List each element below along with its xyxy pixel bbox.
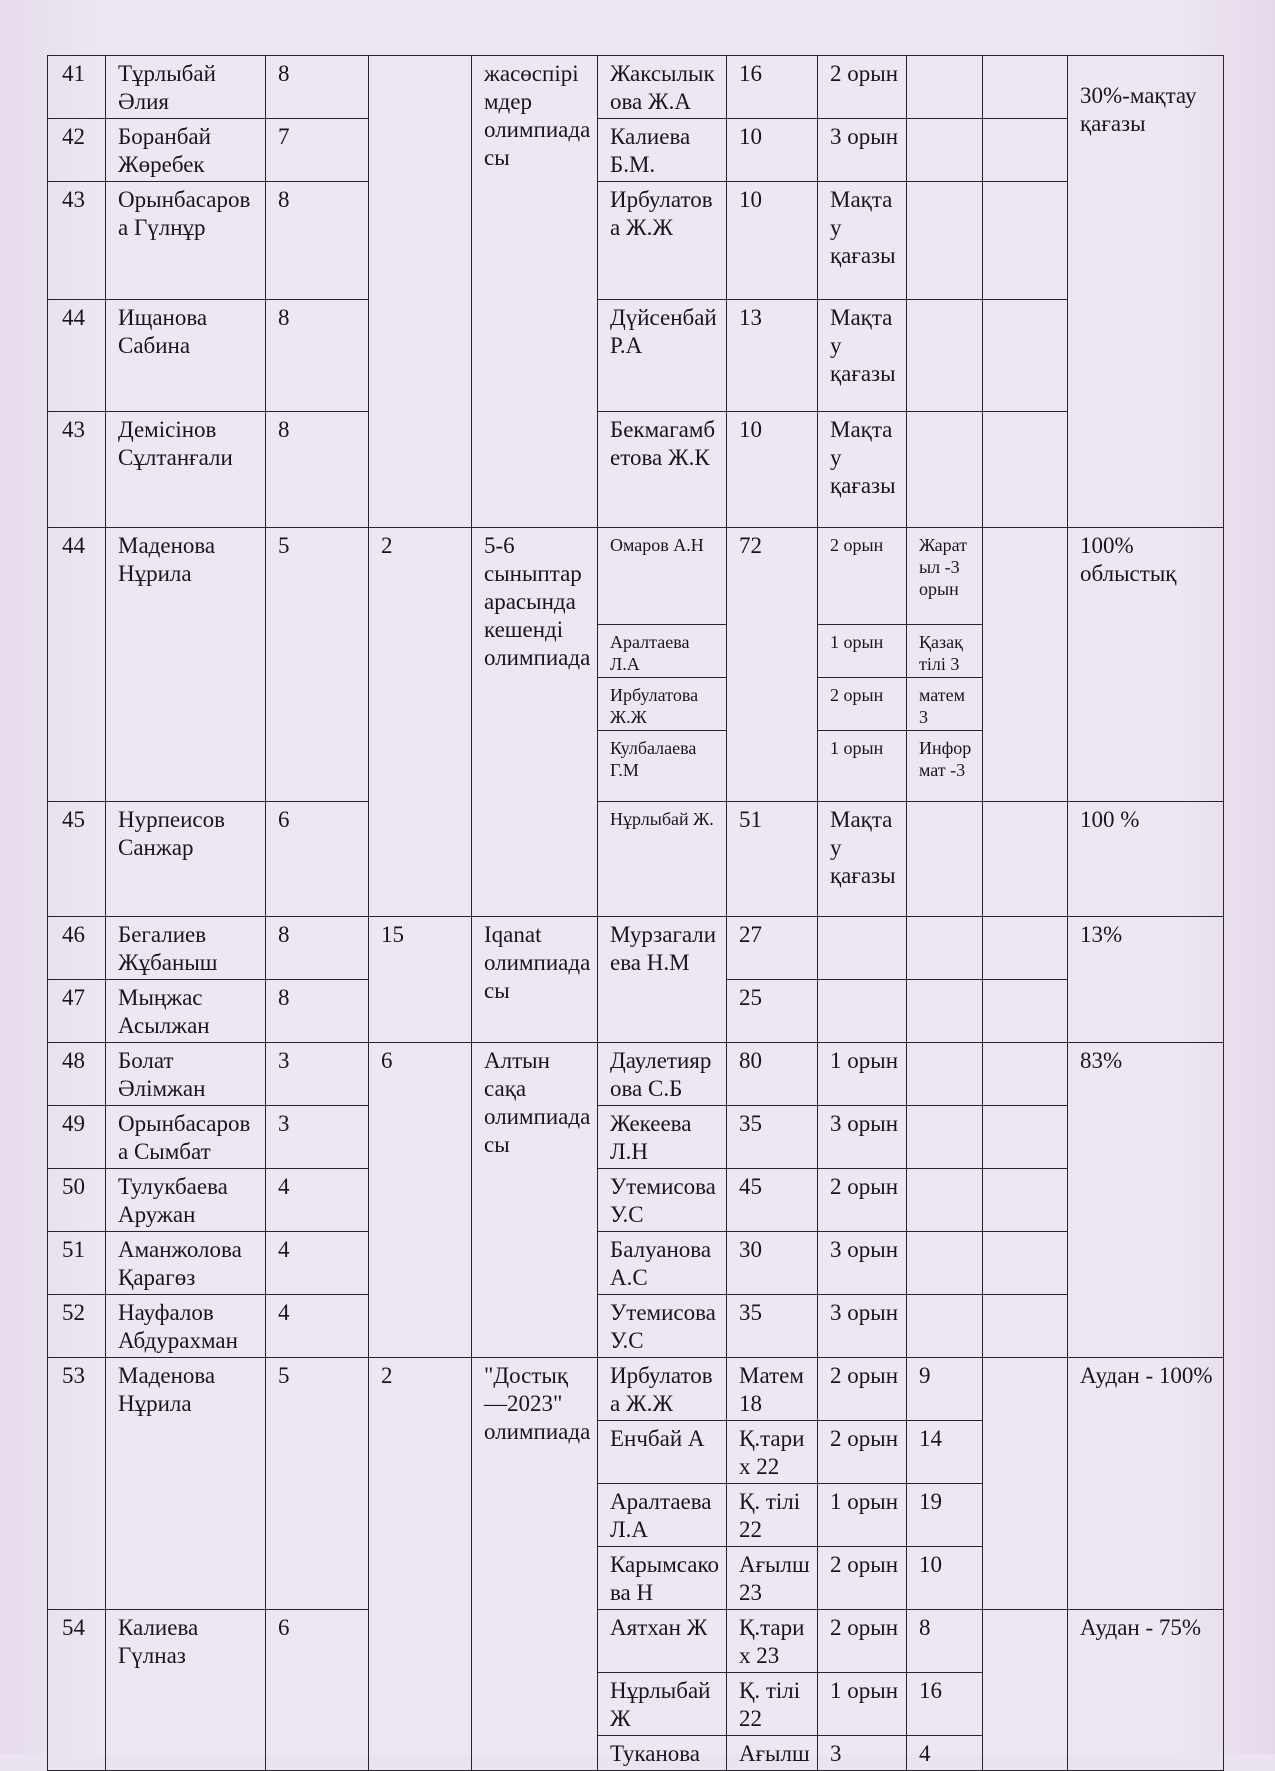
extra-cell	[983, 56, 1068, 119]
row-number: 46	[48, 917, 106, 980]
place: 3	[818, 1736, 907, 1771]
subject-place	[907, 917, 983, 980]
rank: 16	[907, 1673, 983, 1736]
teacher-name: Утемисова У.С	[598, 1169, 727, 1232]
grade: 6	[266, 802, 369, 917]
place: 1 орын	[818, 1043, 907, 1106]
olympiad-name: Iqanat олимпиадасы	[472, 917, 598, 1043]
student-name: Бегалиев Жұбаныш	[106, 917, 266, 980]
result-percent: 100 %	[1068, 802, 1224, 917]
extra-cell	[983, 528, 1068, 802]
row-number: 42	[48, 119, 106, 182]
extra-cell	[983, 1232, 1068, 1295]
subject-place: Информат -3	[907, 731, 983, 802]
grade: 4	[266, 1169, 369, 1232]
teacher-name: Туканова	[598, 1736, 727, 1771]
table-row	[48, 528, 1224, 625]
table-row	[48, 1295, 1224, 1358]
row-number: 51	[48, 1232, 106, 1295]
teacher-name: Дүйсенбай Р.А	[598, 300, 727, 412]
olympiad-name: 5-6 сыныптар арасында кешенді олимпиада	[472, 528, 598, 917]
subject-place	[907, 802, 983, 917]
row-number: 45	[48, 802, 106, 917]
row-number: 44	[48, 300, 106, 412]
subject-place	[907, 300, 983, 412]
grade: 8	[266, 182, 369, 300]
student-name: Науфалов Абдурахман	[106, 1295, 266, 1358]
score: 51	[727, 802, 818, 917]
teacher-name: Утемисова У.С	[598, 1295, 727, 1358]
place: Мақтау қағазы	[818, 300, 907, 412]
table-row	[48, 802, 1224, 917]
place: 1 орын	[818, 625, 907, 678]
grade: 8	[266, 917, 369, 980]
subject-place	[907, 119, 983, 182]
score: Матем 18	[727, 1358, 818, 1421]
subject-place: матем 3	[907, 678, 983, 731]
table-row	[48, 56, 1224, 119]
place: 3 орын	[818, 119, 907, 182]
table-row	[48, 119, 1224, 182]
subject-place	[907, 1295, 983, 1358]
score: 25	[727, 980, 818, 1043]
extra-cell	[983, 1295, 1068, 1358]
subject-place	[907, 182, 983, 300]
score: Қ.тарих 22	[727, 1421, 818, 1484]
table-row	[48, 1358, 1224, 1421]
extra-cell	[983, 412, 1068, 528]
extra-cell	[983, 1610, 1068, 1771]
olympiad-results-table	[47, 55, 1224, 1771]
score: 35	[727, 1106, 818, 1169]
score: 72	[727, 528, 818, 802]
rank: 10	[907, 1547, 983, 1610]
place: 2 орын	[818, 56, 907, 119]
score: 35	[727, 1295, 818, 1358]
score: Ағылш	[727, 1736, 818, 1771]
grade: 3	[266, 1043, 369, 1106]
score: Ағылш 23	[727, 1547, 818, 1610]
grade: 6	[266, 1610, 369, 1771]
student-name: Маденова Нұрила	[106, 528, 266, 802]
place: 2 орын	[818, 1358, 907, 1421]
row-number: 52	[48, 1295, 106, 1358]
extra-cell	[983, 1106, 1068, 1169]
row-number: 43	[48, 182, 106, 300]
student-name: Тулукбаева Аружан	[106, 1169, 266, 1232]
place	[818, 917, 907, 980]
row-number: 50	[48, 1169, 106, 1232]
score: 13	[727, 300, 818, 412]
participant-count	[369, 56, 472, 528]
teacher-name: Аралтаева Л.А	[598, 1484, 727, 1547]
score: 80	[727, 1043, 818, 1106]
table-row	[48, 917, 1224, 980]
teacher-name: Омаров А.Н	[598, 528, 727, 625]
grade: 4	[266, 1232, 369, 1295]
participant-count: 6	[369, 1043, 472, 1358]
subject-place	[907, 412, 983, 528]
row-number: 47	[48, 980, 106, 1043]
teacher-name: Бекмагамбетова Ж.К	[598, 412, 727, 528]
subject-place	[907, 1043, 983, 1106]
row-number: 44	[48, 528, 106, 802]
score: 10	[727, 182, 818, 300]
result-percent: 100% облыстық	[1068, 528, 1224, 802]
row-number: 54	[48, 1610, 106, 1771]
score: Қ. тілі 22	[727, 1673, 818, 1736]
student-name: Тұрлыбай Әлия	[106, 56, 266, 119]
grade: 4	[266, 1295, 369, 1358]
place: 3 орын	[818, 1106, 907, 1169]
extra-cell	[983, 119, 1068, 182]
teacher-name: Жаксылыкова Ж.А	[598, 56, 727, 119]
participant-count: 2	[369, 1358, 472, 1771]
student-name: Орынбасарова Сымбат	[106, 1106, 266, 1169]
student-name: Болат Әлімжан	[106, 1043, 266, 1106]
place: 2 орын	[818, 678, 907, 731]
student-name: Боранбай Жөребек	[106, 119, 266, 182]
score: Қ. тілі 22	[727, 1484, 818, 1547]
olympiad-name: Алтын сақа олимпиадасы	[472, 1043, 598, 1358]
row-number: 49	[48, 1106, 106, 1169]
teacher-name: Ирбулатова Ж.Ж	[598, 678, 727, 731]
score: 27	[727, 917, 818, 980]
place: 1 орын	[818, 731, 907, 802]
extra-cell	[983, 1169, 1068, 1232]
grade: 7	[266, 119, 369, 182]
score: Қ.тарих 23	[727, 1610, 818, 1673]
grade: 3	[266, 1106, 369, 1169]
extra-cell	[983, 1358, 1068, 1610]
grade: 8	[266, 412, 369, 528]
table-row	[48, 412, 1224, 528]
place: 3 орын	[818, 1295, 907, 1358]
grade: 8	[266, 980, 369, 1043]
place: 2 орын	[818, 1169, 907, 1232]
teacher-name: Нұрлыбай Ж.	[598, 802, 727, 917]
teacher-name: Жекеева Л.Н	[598, 1106, 727, 1169]
extra-cell	[983, 1043, 1068, 1106]
result-percent: 83%	[1068, 1043, 1224, 1358]
rank: 19	[907, 1484, 983, 1547]
place: 3 орын	[818, 1232, 907, 1295]
olympiad-name: жасөспірімдер олимпиадасы	[472, 56, 598, 528]
table-row	[48, 1610, 1224, 1673]
student-name: Мыңжас Асылжан	[106, 980, 266, 1043]
teacher-name: Кулбалаева Г.М	[598, 731, 727, 802]
teacher-name: Нұрлыбай Ж	[598, 1673, 727, 1736]
table-row	[48, 1106, 1224, 1169]
subject-place	[907, 56, 983, 119]
place: 2 орын	[818, 1421, 907, 1484]
score: 10	[727, 119, 818, 182]
rank: 14	[907, 1421, 983, 1484]
teacher-name: Карымсакова Н	[598, 1547, 727, 1610]
place: Мақтау қағазы	[818, 412, 907, 528]
row-number: 41	[48, 56, 106, 119]
row-number: 48	[48, 1043, 106, 1106]
score: 45	[727, 1169, 818, 1232]
table-row	[48, 182, 1224, 300]
teacher-name: Ирбулатова Ж.Ж	[598, 1358, 727, 1421]
subject-place: Жаратыл -3 орын	[907, 528, 983, 625]
rank: 4	[907, 1736, 983, 1771]
subject-place	[907, 1106, 983, 1169]
student-name: Аманжолова Қарагөз	[106, 1232, 266, 1295]
subject-place: Қазақ тілі 3	[907, 625, 983, 678]
subject-place	[907, 1232, 983, 1295]
teacher-name: Балуанова А.С	[598, 1232, 727, 1295]
grade: 5	[266, 528, 369, 802]
extra-cell	[983, 980, 1068, 1043]
student-name: Калиева Гүлназ	[106, 1610, 266, 1771]
teacher-name: Даулетиярова С.Б	[598, 1043, 727, 1106]
table-row	[48, 1043, 1224, 1106]
result-percent: 13%	[1068, 917, 1224, 1043]
teacher-name: Мурзагалиева Н.М	[598, 917, 727, 1043]
teacher-name: Аятхан Ж	[598, 1610, 727, 1673]
student-name: Ищанова Сабина	[106, 300, 266, 412]
rank: 9	[907, 1358, 983, 1421]
result-percent: Аудан - 75%	[1068, 1610, 1224, 1771]
extra-cell	[983, 802, 1068, 917]
table-row	[48, 1169, 1224, 1232]
extra-cell	[983, 917, 1068, 980]
score: 30	[727, 1232, 818, 1295]
place: Мақтау қағазы	[818, 802, 907, 917]
grade: 8	[266, 300, 369, 412]
score: 10	[727, 412, 818, 528]
place: 1 орын	[818, 1673, 907, 1736]
grade: 5	[266, 1358, 369, 1610]
teacher-name: Енчбай А	[598, 1421, 727, 1484]
participant-count: 15	[369, 917, 472, 1043]
subject-place	[907, 1169, 983, 1232]
result-percent: Аудан - 100%	[1068, 1358, 1224, 1610]
teacher-name: Аралтаева Л.А	[598, 625, 727, 678]
result-percent: 30%-мақтау қағазы	[1068, 56, 1224, 528]
place: 2 орын	[818, 1610, 907, 1673]
olympiad-name: "Достық—2023" олимпиада	[472, 1358, 598, 1771]
student-name: Орынбасарова Гүлнұр	[106, 182, 266, 300]
student-name: Маденова Нұрила	[106, 1358, 266, 1610]
grade: 8	[266, 56, 369, 119]
subject-place	[907, 980, 983, 1043]
teacher-name: Калиева Б.М.	[598, 119, 727, 182]
rank: 8	[907, 1610, 983, 1673]
place: 2 орын	[818, 1547, 907, 1610]
teacher-name: Ирбулатова Ж.Ж	[598, 182, 727, 300]
student-name: Демісінов Сұлтанғали	[106, 412, 266, 528]
student-name: Нурпеисов Санжар	[106, 802, 266, 917]
table-row	[48, 1232, 1224, 1295]
extra-cell	[983, 182, 1068, 300]
score: 16	[727, 56, 818, 119]
table-row	[48, 300, 1224, 412]
place: 2 орын	[818, 528, 907, 625]
place: Мақтау қағазы	[818, 182, 907, 300]
place: 1 орын	[818, 1484, 907, 1547]
extra-cell	[983, 300, 1068, 412]
participant-count: 2	[369, 528, 472, 917]
row-number: 43	[48, 412, 106, 528]
row-number: 53	[48, 1358, 106, 1610]
place	[818, 980, 907, 1043]
